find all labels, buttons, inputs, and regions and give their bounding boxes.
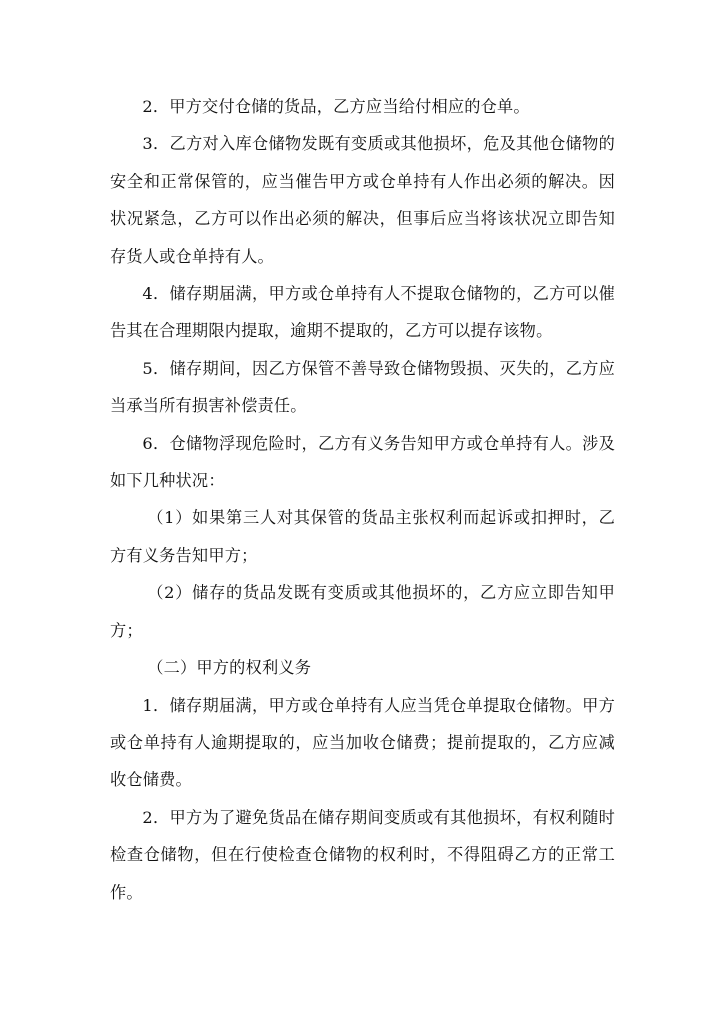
item-2-goods-damage: （2）储存的货品发既有变质或其他损坏的，乙方应立即告知甲方；: [110, 583, 615, 640]
clause-2-inspection-right: 2．甲方为了避免货品在储存期间变质或有其他损坏，有权利随时检查仓储物，但在行使检查仓储物的权利时，不得阻碍乙方的正常工作。: [110, 807, 615, 902]
item-1-third-party-claim: （1）如果第三人对其保管的货品主张权利而起诉或扣押时，乙方有义务告知甲方；: [110, 508, 615, 565]
clause-5-damage-liability: 5．储存期间，因乙方保管不善导致仓储物毁损、灭失的，乙方应当承当所有损害补偿责任。: [110, 358, 615, 416]
section-2-party-a-rights: （二）甲方的权利义务: [147, 658, 312, 678]
clause-4-expiry: 4．储存期届满，甲方或仓单持有人不提取仓储物的，乙方可以催告其在合理期限内提取，逾期不提取的，乙方可以提存该物。: [110, 284, 615, 341]
clause-1-pickup-with-receipt: 1．储存期届满，甲方或仓单持有人应当凭仓单提取仓储物。甲方或仓单持有人逾期提取的，应当加收仓储费；提前提取的，乙方应减收仓储费。: [110, 695, 615, 790]
document-body: [110, 88, 615, 911]
clause-3-deterioration: 3．乙方对入库仓储物发既有变质或其他损坏，危及其他仓储物的安全和正常保管的，应当催告甲方或仓单持有人作出必须的解决。因状况紧急，乙方可以作出必须的解决，但事后应当将该状况立即告知存货人或仓单持有人。: [110, 134, 615, 266]
clause-6-danger-notice: 6．仓储物浮现危险时，乙方有义务告知甲方或仓单持有人。涉及如下几种状况：: [110, 433, 615, 491]
clause-2-deliver-receipt: 2．甲方交付仓储的货品，乙方应当给付相应的仓单。: [142, 97, 530, 116]
